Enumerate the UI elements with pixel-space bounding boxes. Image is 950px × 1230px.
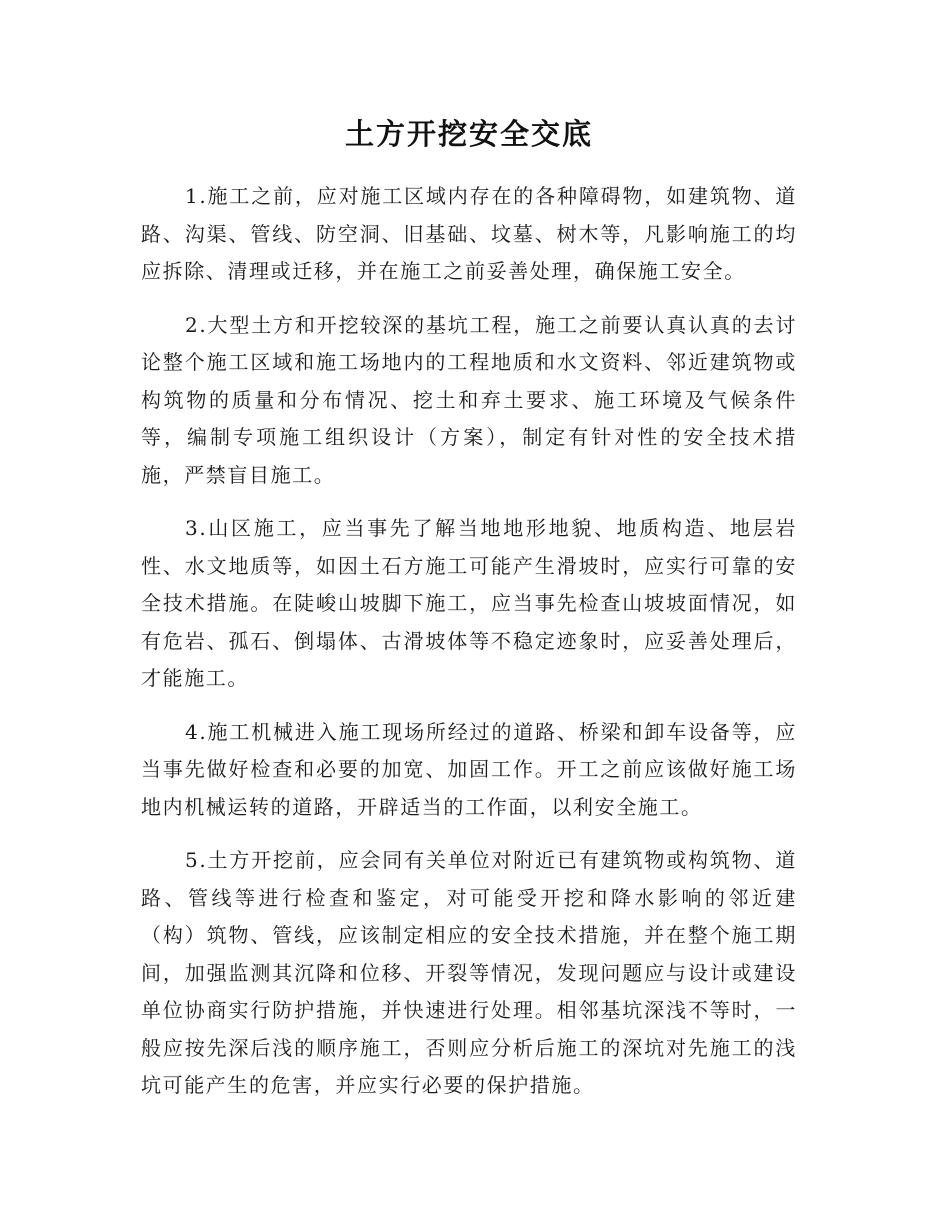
document-page xyxy=(141,112,797,1121)
paragraph-4: 4.施工机械进入施工现场所经过的道路、桥梁和卸车设备等，应当事先做好检查和必要的加宽、加固工作。开工之前应该做好施工场地内机械运转的道路，开辟适当的工作面，以利安全施工。 xyxy=(141,719,797,819)
paragraph-1: 1.施工之前，应对施工区域内存在的各种障碍物，如建筑物、道路、沟渠、管线、防空洞、旧基础、坟墓、树木等，凡影响施工的均应拆除、清理或迁移，并在施工之前妥善处理，确保施工安全。 xyxy=(141,184,797,283)
paragraph-5: 5.土方开挖前，应会同有关单位对附近已有建筑物或构筑物、道路、管线等进行检查和鉴定，对可能受开挖和降水影响的邻近建（构）筑物、管线，应该制定相应的安全技术措施，并在整个施工期间，加强监测其沉降和位移、开裂等情况，发现问题应与设计或建设单位协商实行防护措施，并快速进行处理。相邻基坑深浅不等时，一般应按先深后浅的顺序施工，否则应分析后施工的深坑对先施工的浅坑可能产生的危害，并应实行必要的保护措施。 xyxy=(141,848,797,1097)
document-title: 土方开挖安全交底 xyxy=(344,117,593,151)
paragraph-3: 3.山区施工，应当事先了解当地地形地貌、地质构造、地层岩性、水文地质等，如因土石方施工可能产生滑坡时，应实行可靠的安全技术措施。在陡峻山坡脚下施工，应当事先检查山坡坡面情况，如有危岩、孤石、倒塌体、古滑坡体等不稳定迹象时，应妥善处理后，才能施工。 xyxy=(141,516,797,690)
paragraph-2: 2.大型土方和开挖较深的基坑工程，施工之前要认真认真的去讨论整个施工区域和施工场地内的工程地质和水文资料、邻近建筑物或构筑物的质量和分布情况、挖土和弃土要求、施工环境及气候条件等，编制专项施工组织设计（方案），制定有针对性的安全技术措施，严禁盲目施工。 xyxy=(141,312,797,487)
